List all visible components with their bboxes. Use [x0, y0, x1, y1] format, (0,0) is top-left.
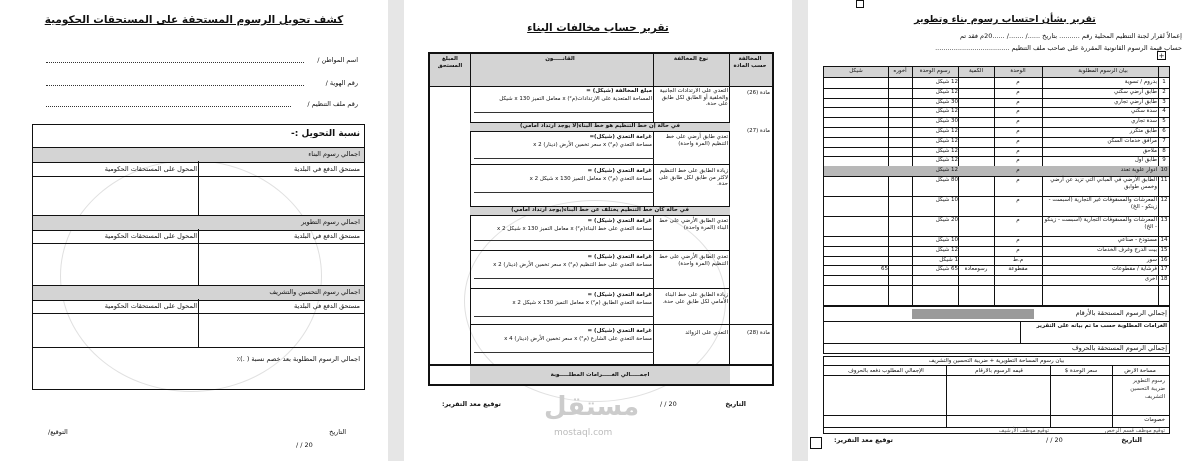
fee-cell-item: سدة تجاري	[1131, 118, 1157, 125]
row-type: تعدي الطابق الأرضي على خط البناء (المرة واحدة)	[659, 218, 728, 231]
fee-cell-rate: 12 شيكل	[935, 108, 958, 115]
document-page-2	[404, 0, 792, 461]
field-name-line[interactable]	[46, 62, 304, 63]
fee-cell-unit: م	[1016, 246, 1020, 253]
date-label: التاريخ	[329, 428, 346, 436]
fee-cell-item: مستودع - صناعي	[1117, 237, 1157, 243]
dev-footer-archive: توقيع موظف الأرشيف	[998, 428, 1049, 434]
header-extra: أخوره	[893, 68, 907, 74]
fee-cell-n: 10	[1160, 167, 1168, 174]
page-title: تقرير بشأن احتساب رسوم بناء وتطوير	[914, 14, 1096, 25]
document-page-1	[0, 0, 388, 461]
banner-setback: في حالة كان خط التنظيم يختلف عن خط البناء(يوجد ارتداد امامي)	[470, 206, 730, 216]
fee-cell-item: سدة سكني	[1130, 108, 1157, 115]
fee-cell-item: فرشاية / مقطوعات	[1112, 266, 1157, 273]
fee-cell-n: 15	[1160, 246, 1168, 253]
col-municipality: مستحق الدفع في البلدية	[294, 302, 360, 310]
document-page-3	[808, 0, 1202, 461]
section-title-development: اجمالي رسوم التطوير	[33, 215, 364, 231]
row-type: التعدي على الارتدادات الجانبية والخلفية أو الطابق لكل طابق على حدة.	[659, 88, 728, 107]
banner-no-setback: في حالة إن خط التنظيم هو خط البناء(لا يوجد ارتداد امامي)	[470, 122, 730, 132]
fee-cell-n: 7	[1162, 137, 1166, 144]
fee-cell-item: طابق متكرر	[1129, 128, 1157, 134]
fee-cell-n: 2	[1162, 88, 1166, 95]
intro-line-1: إعمالاً لقرار لجنة التنظيم المحلية رقم .......... بتاريخ ....../ ......./ ......20م فقد تم	[959, 32, 1182, 40]
fee-cell-rate: 10 شيكل	[935, 197, 958, 203]
fee-cell-item: ملاحق	[1142, 147, 1157, 154]
fee-cell-n: 17	[1160, 266, 1168, 273]
fee-cell-rate: 20 شيكل	[935, 217, 958, 223]
dev-header-letters: الإجمالي المطلوب دفعه بالحروف	[848, 368, 924, 374]
col-municipality: مستحق الدفع في البلدية	[294, 232, 360, 240]
header-qty: الكمية	[968, 68, 984, 74]
fee-cell-qty: رسومعادة	[964, 266, 988, 273]
row-law: مساحة التعدي (م²) x سعر تخمين الأرض (دينار) x 2	[533, 142, 652, 148]
fee-cell-unit: م	[1016, 217, 1020, 223]
totals-block	[823, 306, 1170, 354]
dev-item: ضريبة التحسين	[1130, 386, 1165, 392]
date-label: التاريخ	[725, 400, 746, 408]
date-value: / / 20	[1046, 436, 1063, 444]
move-handle-icon[interactable]: +	[1158, 52, 1165, 60]
dev-item: رسوم التطوير	[1132, 378, 1165, 384]
preparer-label: توقيع معد التقرير:	[442, 400, 501, 408]
fee-cell-n: 18	[1160, 276, 1168, 283]
fee-cell-n: 8	[1162, 147, 1166, 154]
fee-cell-rate: 12 شيكل	[935, 246, 958, 253]
row-article: مادة (26)	[746, 90, 770, 96]
fee-cell-rate: 1 شيكل	[939, 256, 958, 263]
row-type: تعدي الطابق الأرضي على خط التنظيم (المرة واحدة)	[659, 254, 728, 267]
total-numbers-label: إجمالي الرسوم المستحقة بالأرقام	[1075, 309, 1167, 317]
fee-cell-item: طابق أرضي سكني	[1114, 88, 1157, 95]
fee-row	[824, 275, 1169, 286]
header-type: نوع المخالفة	[673, 56, 709, 62]
date-value: / / 20	[296, 441, 313, 449]
header-law: القانـــــون	[545, 56, 575, 62]
fee-cell-unit: م	[1016, 237, 1020, 243]
total-after-discount: اجمالي الرسوم المطلوبة بعد خصم نسبة ( .)٪	[236, 355, 360, 363]
development-block	[823, 356, 1170, 434]
row-article: مادة (28)	[746, 330, 770, 336]
row-law-title: غرامة التعدي (شيكل) =	[587, 254, 652, 260]
fee-cell-unit: م	[1016, 108, 1020, 115]
violations-table	[428, 52, 774, 386]
intro-line-2: حساب قيمة الرسوم القانونية المقررة على صاحب ملف التنظيم ....................................	[935, 44, 1182, 52]
fee-cell-n: 9	[1162, 157, 1166, 164]
row-law-title: غرامة التعدي (شيكل) =	[587, 168, 652, 174]
fee-cell-rate: 12 شيكل	[935, 167, 958, 174]
fee-cell-n: 13	[1160, 217, 1168, 223]
fee-cell-unit: م	[1016, 137, 1020, 144]
fee-cell-item: المعرشات والمسقوفات غير التجارية (اسبست - زينكو - الخ)	[1048, 197, 1157, 210]
fee-cell-rate: 30 شيكل	[935, 118, 958, 125]
fee-cell-item: ادوار علوية تعدد	[1120, 167, 1157, 174]
col-gov: المحول على المستحقات الحكومية	[104, 232, 197, 240]
fee-cell-n: 5	[1162, 118, 1166, 125]
row-law-title: مبلغ المخالفة (شيكل) =	[586, 88, 652, 94]
fee-cell-unit: م	[1016, 128, 1020, 134]
dev-header-rate: سعر الوحدة $	[1064, 368, 1098, 374]
percent-header: نسبة التحويل :-	[291, 129, 360, 139]
total-fines-label: اجمـــــالي الغـــــرامات المطلـــــوبة	[470, 366, 730, 384]
dev-header-area: مساحة الارض	[1124, 368, 1156, 374]
header-rate: رسوم الوحدة	[919, 68, 951, 74]
fee-cell-rate: 80 شيكل	[935, 177, 958, 183]
fee-cell-amount: 65	[881, 266, 888, 273]
field-file-label: رقم ملف التنظيم /	[307, 100, 358, 108]
row-law: مساحة التعدي على خط التنظيم (م²) x سعر تخمين الأرض (دينار) x 2	[493, 262, 652, 268]
dev-header-value: قيمه الرسوم بالارقام	[975, 368, 1023, 374]
fee-cell-item: مرافق خدمات السكن	[1107, 137, 1157, 144]
fee-cell-unit: مقطوعة	[1008, 266, 1028, 273]
header-amount: المبلغ المستحق	[437, 56, 463, 69]
field-name-label: اسم المواطن /	[317, 56, 358, 64]
date-value: / / 20	[660, 400, 677, 408]
signature-label: التوقيع/	[48, 428, 68, 436]
fee-cell-unit: م	[1016, 88, 1020, 95]
col-gov: المحول على المستحقات الحكومية	[104, 302, 197, 310]
fees-table	[823, 66, 1170, 306]
fee-cell-unit: م	[1016, 177, 1020, 183]
dev-title: بيان رسوم المساحة التطويرية + ضريبة التحسين والتشريف	[928, 358, 1065, 364]
field-file-line[interactable]	[46, 106, 291, 107]
fee-row	[824, 176, 1169, 197]
fee-cell-rate: 30 شيكل	[935, 98, 958, 105]
fee-row	[824, 196, 1169, 217]
transfer-table	[32, 124, 365, 390]
fee-cell-unit: م	[1016, 118, 1020, 125]
fee-cell-item: طابق أرضي تجاري	[1114, 98, 1157, 105]
fee-cell-n: 12	[1160, 197, 1168, 203]
fee-cell-item: بيت الدرج وغرف الخدمات	[1097, 246, 1157, 253]
total-letters-label: إجمالي الرسوم المستحقة بالحروف	[1071, 344, 1167, 352]
corner-mark	[856, 0, 864, 8]
fee-cell-unit: م	[1016, 157, 1020, 164]
fee-row	[824, 216, 1169, 237]
fee-cell-n: 6	[1162, 128, 1166, 134]
dev-footer-licenses: توقيع موظف قسم الرخص	[1104, 428, 1165, 434]
row-law-title: غرامة التعدي (شيكل) =	[587, 328, 652, 334]
row-law: مساحة التعدي على الشارع (م²) x سعر تخمين الأرض (دينار) x 4	[504, 336, 652, 342]
fee-cell-n: 3	[1162, 98, 1166, 105]
col-gov: المحول على المستحقات الحكومية	[104, 165, 197, 173]
field-id-line[interactable]	[46, 85, 304, 86]
fee-cell-rate: 12 شيكل	[935, 79, 958, 85]
fee-cell-item: الطابق الأرضي في المباني التي تزيد عن أرضي وخمس طوابق	[1050, 177, 1157, 190]
fee-cell-item: بدروم / تسوية	[1124, 79, 1157, 85]
row-type: التعدي على الزوائد	[685, 330, 728, 336]
preparer-label: توقيع معد التقرير:	[834, 436, 893, 444]
fee-cell-item: المعرشات والمسقوفات التجارية (اسبست - زينكو - الخ)	[1044, 217, 1157, 230]
fee-cell-rate: 12 شيكل	[935, 88, 958, 95]
fee-cell-unit: م	[1016, 197, 1020, 203]
fee-cell-unit: م	[1016, 167, 1020, 174]
field-id-label: رقم الهوية /	[325, 79, 358, 87]
page-title: تقرير حساب مخالفات البناء	[527, 22, 669, 34]
fee-cell-rate: 12 شيكل	[935, 128, 958, 134]
row-type: تعدي طابق أرضي على خط التنظيم (المرة واحدة)	[665, 134, 728, 147]
fee-cell-unit: م	[1016, 79, 1020, 85]
header-shekel: شيكل	[849, 68, 863, 74]
fee-cell-rate: 65 شيكل	[935, 266, 958, 273]
fee-cell-rate: 12 شيكل	[935, 147, 958, 154]
fee-cell-unit: م	[1016, 98, 1020, 105]
row-law-title: غرامة التعدي (شيكل) =	[587, 292, 652, 298]
row-article: مادة (27)	[746, 128, 770, 134]
section-title-building: اجمالي رسوم البناء	[33, 147, 364, 163]
fee-cell-item: سور	[1146, 256, 1157, 263]
fee-cell-item: اخرى	[1144, 276, 1157, 283]
row-law-title: غرامة التعدي (شيكل)=	[589, 134, 652, 140]
fee-cell-item: طابق اول	[1134, 157, 1157, 164]
watermark-url: mostaql.com	[554, 428, 613, 438]
row-law: مساحة التعدي (م²) x معامل التميز x 130 شيكل x 2	[529, 176, 652, 182]
fee-cell-rate: 12 شيكل	[935, 157, 958, 164]
header-unit: الوحدة	[1010, 68, 1026, 74]
row-type: زيادة الطابق على خط البناء الأمامي لكل طابق على حدة.	[662, 292, 728, 305]
dev-item: التشريف	[1144, 394, 1165, 400]
row-law: مساحة التعدي الطابق (م²) x معامل التميز x 130 شيكل x 2	[512, 300, 652, 306]
row-law: المساحة المتعدية على الارتدادات(م²) x معامل التميز x 130 شيكل	[499, 96, 652, 102]
row-law-title: غرامة التعدي (شيكل) =	[587, 218, 652, 224]
fee-cell-rate: 10 شيكل	[935, 237, 958, 243]
fee-cell-n: 11	[1160, 177, 1168, 183]
fee-cell-n: 4	[1162, 108, 1166, 115]
fee-cell-unit: م	[1016, 147, 1020, 154]
date-label: التاريخ	[1121, 436, 1142, 444]
fee-cell-n: 1	[1162, 79, 1166, 85]
header-item: بيان الرسوم المطلوبة	[1078, 68, 1128, 74]
row-type: زيادة الطابق على خط التنظيم لاكثر من طابق لكل طابق على حدة.	[658, 168, 728, 187]
dev-item-discounts: خصومات	[1144, 417, 1165, 423]
fee-cell-rate: 12 شيكل	[935, 137, 958, 144]
fee-cell-unit: م.ط	[1012, 256, 1024, 263]
col-municipality: مستحق الدفع في البلدية	[294, 165, 360, 173]
fee-cell-n: 14	[1160, 237, 1168, 243]
header-article: المخالفة حسب المادة	[733, 56, 767, 69]
watermark-logo: مستقل	[544, 392, 640, 422]
corner-mark	[810, 437, 822, 449]
fines-label: الغرامات المطلوبة حسب ما تم بيانه على التقرير	[1036, 323, 1167, 329]
section-title-improvement: اجمالي رسوم التحسين والتشريف	[33, 285, 364, 301]
row-law: مساحة التعدي على خط البناء(م²) x معامل التميز x 130 شيكل x 2	[497, 226, 652, 232]
fee-cell-n: 16	[1160, 256, 1168, 263]
page-title: كشف تحويل الرسوم المستحقة على المستحقات الحكومية	[44, 14, 344, 26]
